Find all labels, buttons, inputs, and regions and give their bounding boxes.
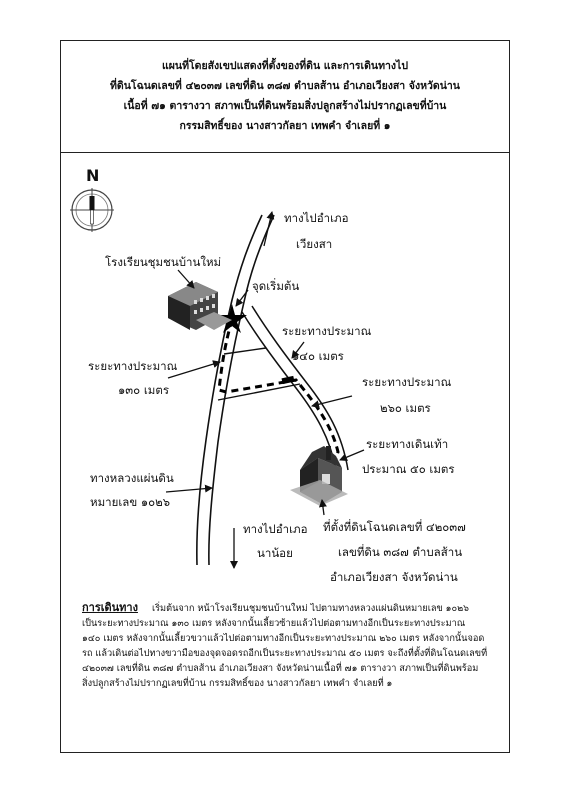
- arrow-highway: [166, 488, 212, 492]
- label-start-point: จุดเริ่มต้น: [252, 279, 300, 293]
- label-school: โรงเรียนชุมชนบ้านใหม่: [105, 255, 222, 269]
- directions-line-4: รถ แล้วเดินต่อไปทางขวามือของจุดจอดรถอีกเป็นระยะทางประมาณ ๕๐ เมตร จะถึงที่ตั้งที่ดินโฉนดเลขที่: [82, 648, 488, 659]
- arrow-to-wiangsa: [264, 212, 272, 246]
- label-dist-260-2: ๒๖๐ เมตร: [380, 401, 431, 415]
- label-walk-50-1: ระยะทางเดินเท้า: [366, 437, 449, 451]
- directions-line-6: สิ่งปลูกสร้างไม่ปรากฏเลขที่บ้าน กรรมสิทธิ์ของ นางสาวกัลยา เทพคำ จำเลยที่ ๑: [82, 678, 393, 689]
- directions-line-1: [82, 600, 496, 616]
- label-walk-50-2: ประมาณ ๕๐ เมตร: [362, 462, 455, 476]
- label-dist-130-1: ระยะทางประมาณ: [88, 359, 178, 373]
- label-to-nanoi-1: ทางไปอำเภอ: [243, 522, 308, 536]
- route-path: [219, 320, 338, 470]
- label-to-wiangsa-1: ทางไปอำเภอ: [284, 211, 349, 225]
- label-dist-140-1: ระยะทางประมาณ: [282, 324, 372, 338]
- label-land-1: ที่ตั้งที่ดินโฉนดเลขที่ ๔๒๐๓๗: [323, 520, 466, 534]
- compass-north-label: N: [86, 166, 100, 185]
- label-to-nanoi-2: นาน้อย: [257, 546, 293, 560]
- label-highway-1: ทางหลวงแผ่นดิน: [90, 471, 174, 485]
- title-line-3: เนื้อที่ ๗๑ ตารางวา สภาพเป็นที่ดินพร้อมสิ่งปลูกสร้างไม่ปรากฏเลขที่บ้าน: [123, 100, 447, 112]
- title-line-2: ที่ดินโฉนดเลขที่ ๔๒๐๓๗ เลขที่ดิน ๓๘๗ ตำบลส้าน อำเภอเวียงสา จังหวัดน่าน: [110, 80, 460, 92]
- directions-line-5: ๔๒๐๓๗ เลขที่ดิน ๓๘๗ ตำบลส้าน อำเภอเวียงสา จังหวัดน่านเนื้อที่ ๗๑ ตารางวา สภาพเป็นที่ดินพร้อม: [82, 663, 479, 674]
- compass-icon: [70, 188, 114, 232]
- house-icon: [290, 446, 348, 506]
- label-highway-2: หมายเลข ๑๐๒๖: [90, 495, 171, 509]
- directions-text-1: เริ่มต้นจาก หน้าโรงเรียนชุมชนบ้านใหม่ ไปตามทางหลวงแผ่นดินหมายเลข ๑๐๒๖: [151, 603, 470, 614]
- title-line-1: แผนที่โดยสังเขปแสดงที่ตั้งของที่ดิน และการเดินทางไป: [162, 60, 408, 72]
- label-dist-130-2: ๑๓๐ เมตร: [118, 383, 169, 397]
- label-to-wiangsa-2: เวียงสา: [296, 237, 333, 251]
- label-land-2: เลขที่ดิน ๓๘๗ ตำบลส้าน: [338, 545, 463, 559]
- label-dist-260-1: ระยะทางประมาณ: [362, 375, 452, 389]
- directions-block: [60, 600, 510, 691]
- label-land-3: อำเภอเวียงสา จังหวัดน่าน: [330, 570, 458, 584]
- directions-line-2: เป็นระยะทางประมาณ ๑๓๐ เมตร หลังจากนั้นเลี้ยวซ้ายแล้วไปต่อตามทางอีกเป็นระยะทางประมาณ: [82, 618, 466, 629]
- arrow-school: [178, 270, 194, 288]
- label-dist-140-2: ๑๔๐ เมตร: [292, 349, 344, 363]
- directions-heading: การเดินทาง: [82, 601, 138, 614]
- arrow-start: [236, 290, 248, 306]
- directions-line-3: ๑๔๐ เมตร หลังจากนั้นเลี้ยวขวาแล้วไปต่อตามทางอีกเป็นระยะทางประมาณ ๒๖๐ เมตร หลังจากนั้นจอด: [82, 633, 485, 644]
- title-line-4: กรรมสิทธิ์ของ นางสาวกัลยา เทพคำ จำเลยที่ ๑: [179, 120, 391, 132]
- school-building-icon: [168, 282, 232, 330]
